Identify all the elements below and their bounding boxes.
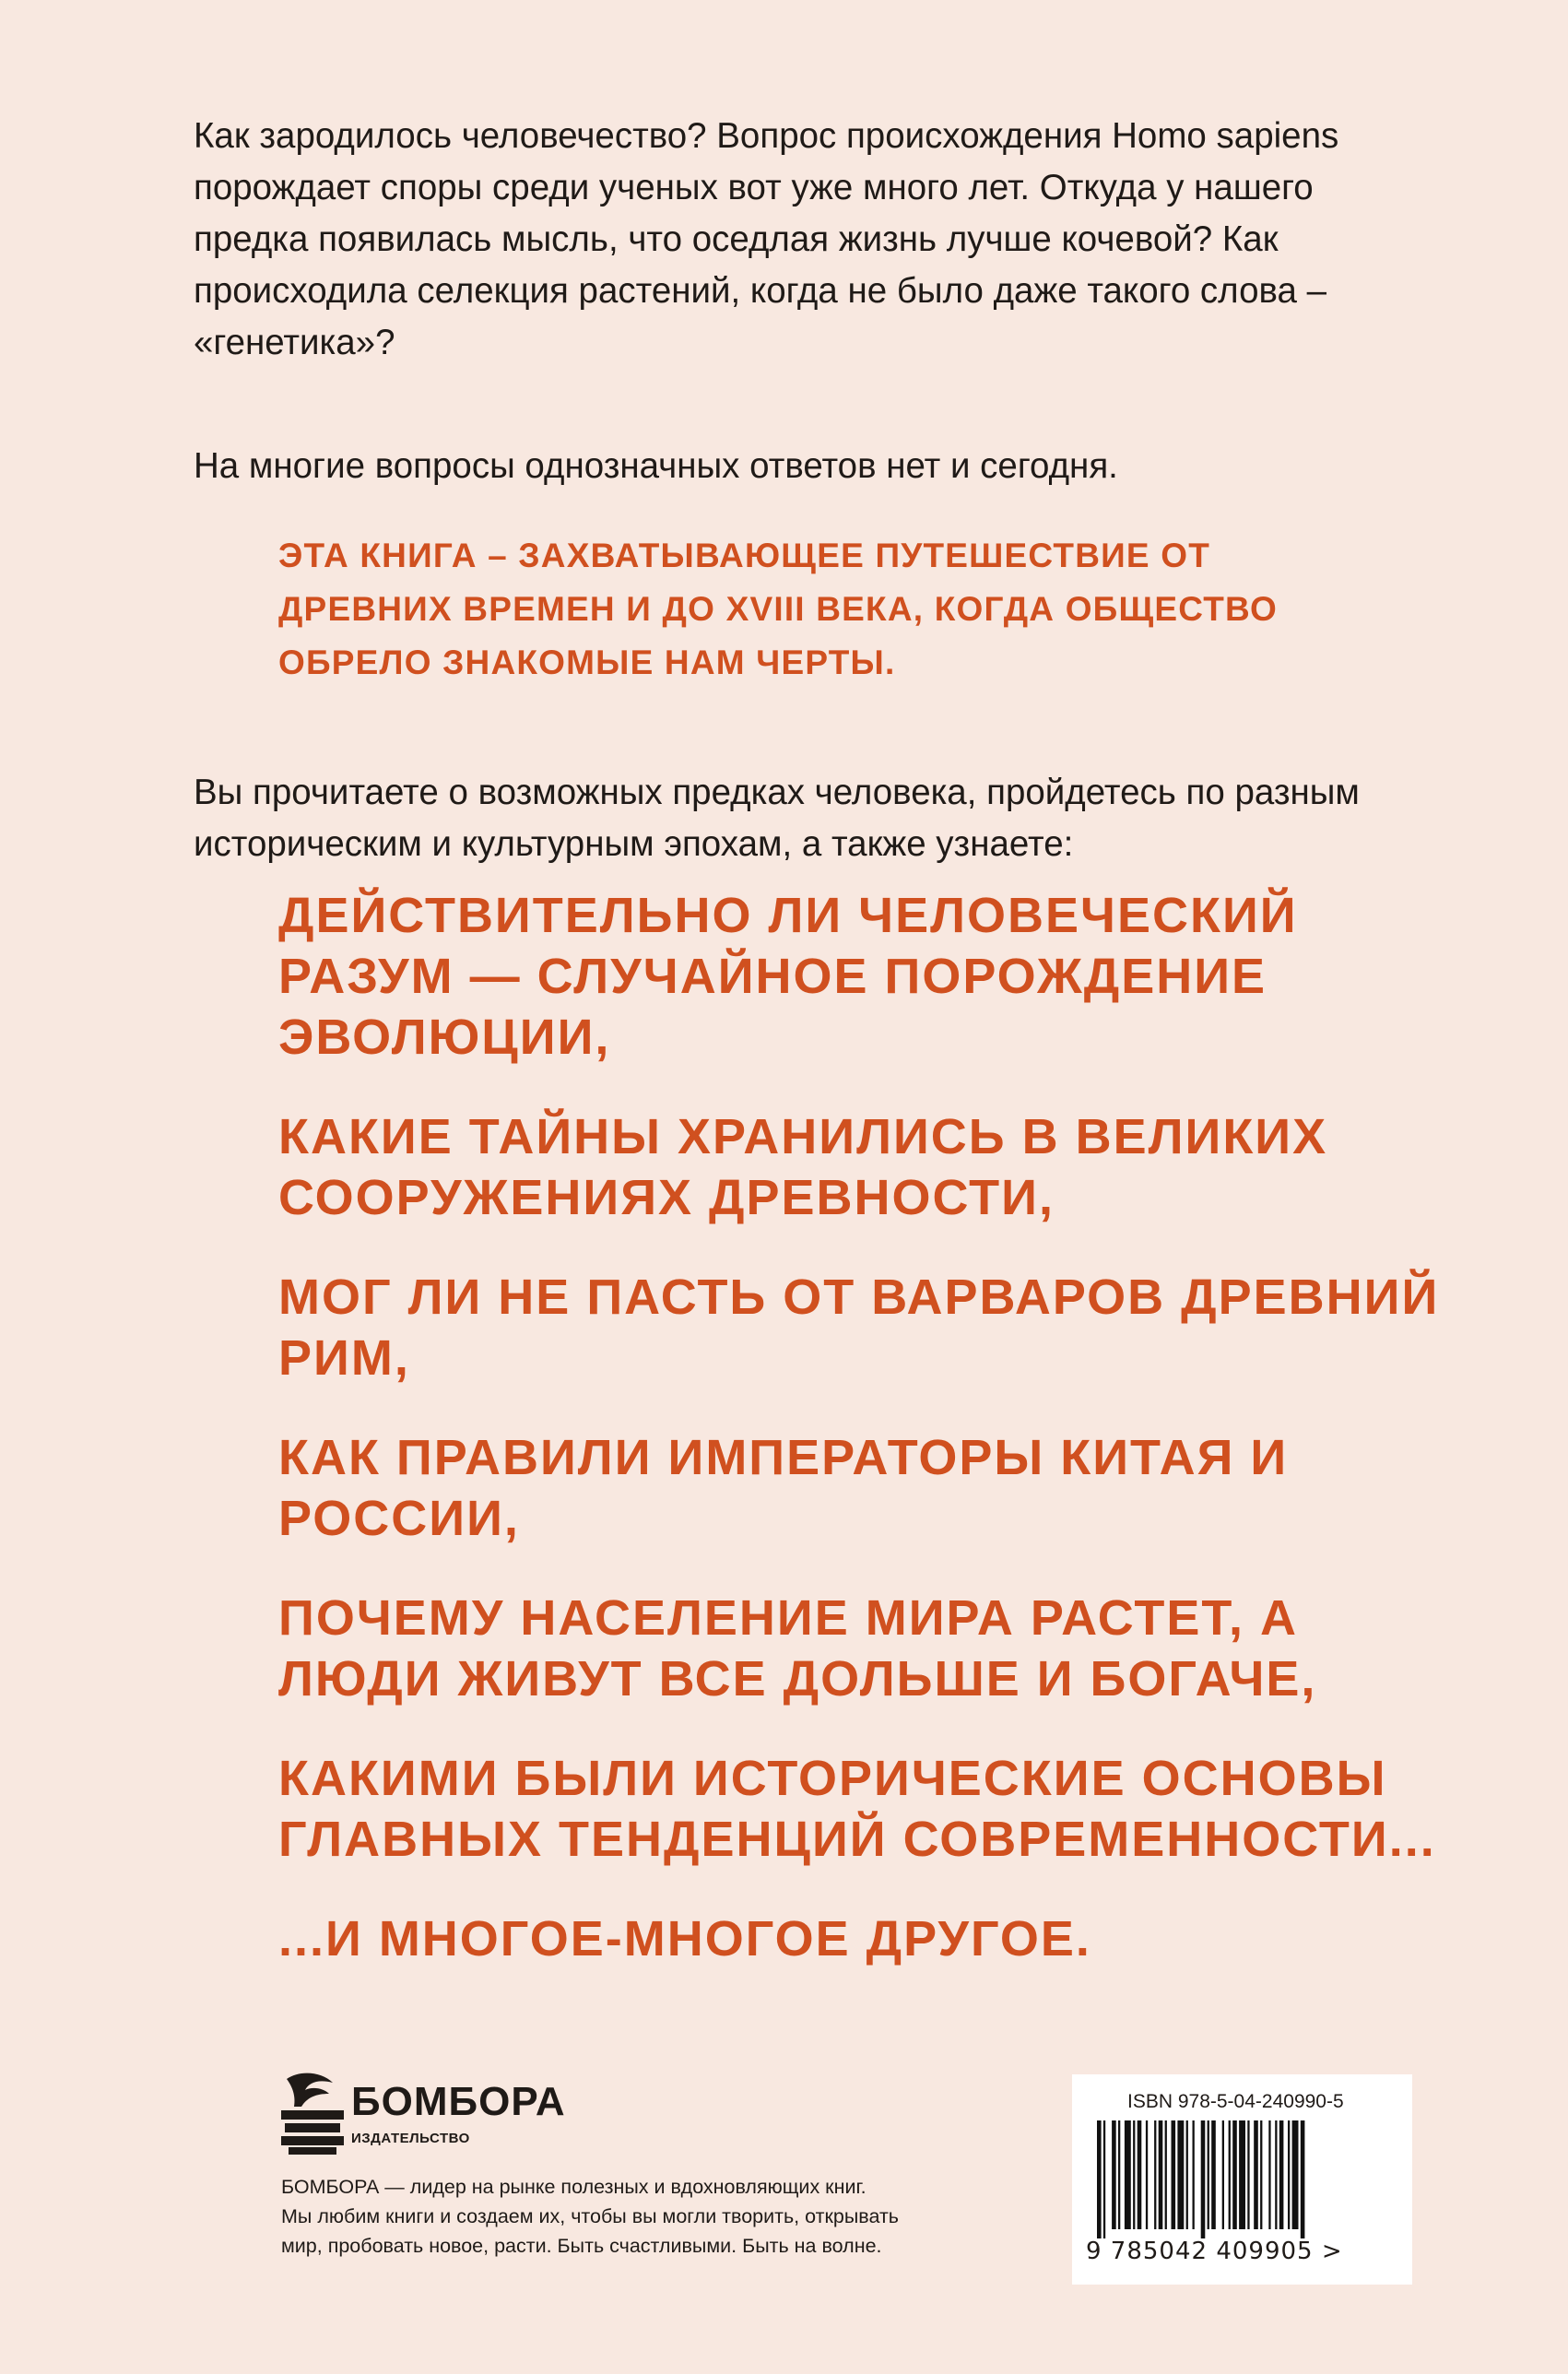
intro-second-paragraph: На многие вопросы однозначных ответов нет и сегодня. [194,446,1118,486]
publisher-name: БОМБОРА [351,2079,566,2124]
barcode-digits: 9 785042 409905 > [1086,2238,1343,2265]
list-item: КАК ПРАВИЛИ ИМПЕРАТОРЫ КИТАЯ И РОССИИ, [278,1430,1289,1546]
publisher-tagline [281,2172,982,2261]
isbn-label: ISBN 978-5-04-240990-5 [1127,2091,1344,2112]
list-item: ...И МНОГОЕ-МНОГОЕ ДРУГОЕ. [278,1911,1091,1967]
list-item: ПОЧЕМУ НАСЕЛЕНИЕ МИРА РАСТЕТ, А ЛЮДИ ЖИВУТ ВСЕ ДОЛЬШЕ И БОГАЧЕ, [278,1590,1317,1707]
highlight-quote: ЭТА КНИГА – ЗАХВАТЫВАЮЩЕЕ ПУТЕШЕСТВИЕ ОТ ДРЕВНИХ ВРЕМЕН И ДО XVIII ВЕКА, КОГДА ОБЩЕСТВО ОБРЕЛО ЗНАКОМЫЕ НАМ ЧЕРТЫ. [278,537,1279,681]
publisher-logo [281,2070,585,2162]
tagline-line: мир, пробовать новое, расти. Быть счастливыми. Быть на волне. [281,2235,882,2257]
barcode-icon [1097,2120,1383,2238]
intro-text: Как зародилось человечество? Вопрос происхождения Homo sapiens порождает споры среди ученых вот уже много лет. Откуда у нашего предка появилась мысль, что оседлая жизнь лучше кочевой? Как происходила селекция растений, когда не было даже такого слова – «генетика»? [194,116,1339,362]
publisher-subtitle: ИЗДАТЕЛЬСТВО [351,2131,470,2146]
lead-paragraph: Вы прочитаете о возможных предках человека, пройдетесь по разным историческим и культурным эпохам, а также узнаете: [194,773,1360,864]
list-item: ДЕЙСТВИТЕЛЬНО ЛИ ЧЕЛОВЕЧЕСКИЙ РАЗУМ — СЛУЧАЙНОЕ ПОРОЖДЕНИЕ ЭВОЛЮЦИИ, [278,888,1298,1065]
intro-paragraph [194,111,1383,369]
list-item: КАКИЕ ТАЙНЫ ХРАНИЛИСЬ В ВЕЛИКИХ СООРУЖЕНИЯХ ДРЕВНОСТИ, [278,1109,1328,1225]
list-item: КАКИМИ БЫЛИ ИСТОРИЧЕСКИЕ ОСНОВЫ ГЛАВНЫХ ТЕНДЕНЦИЙ СОВРЕМЕННОСТИ... [278,1751,1436,1867]
topics-list [278,885,1477,1969]
bombora-mark-icon [281,2070,344,2155]
tagline-line: БОМБОРА — лидер на рынке полезных и вдохновляющих книг. [281,2176,867,2198]
list-item: МОГ ЛИ НЕ ПАСТЬ ОТ ВАРВАРОВ ДРЕВНИЙ РИМ, [278,1270,1440,1386]
tagline-line: Мы любим книги и создаем их, чтобы вы могли творить, открывать [281,2205,899,2227]
